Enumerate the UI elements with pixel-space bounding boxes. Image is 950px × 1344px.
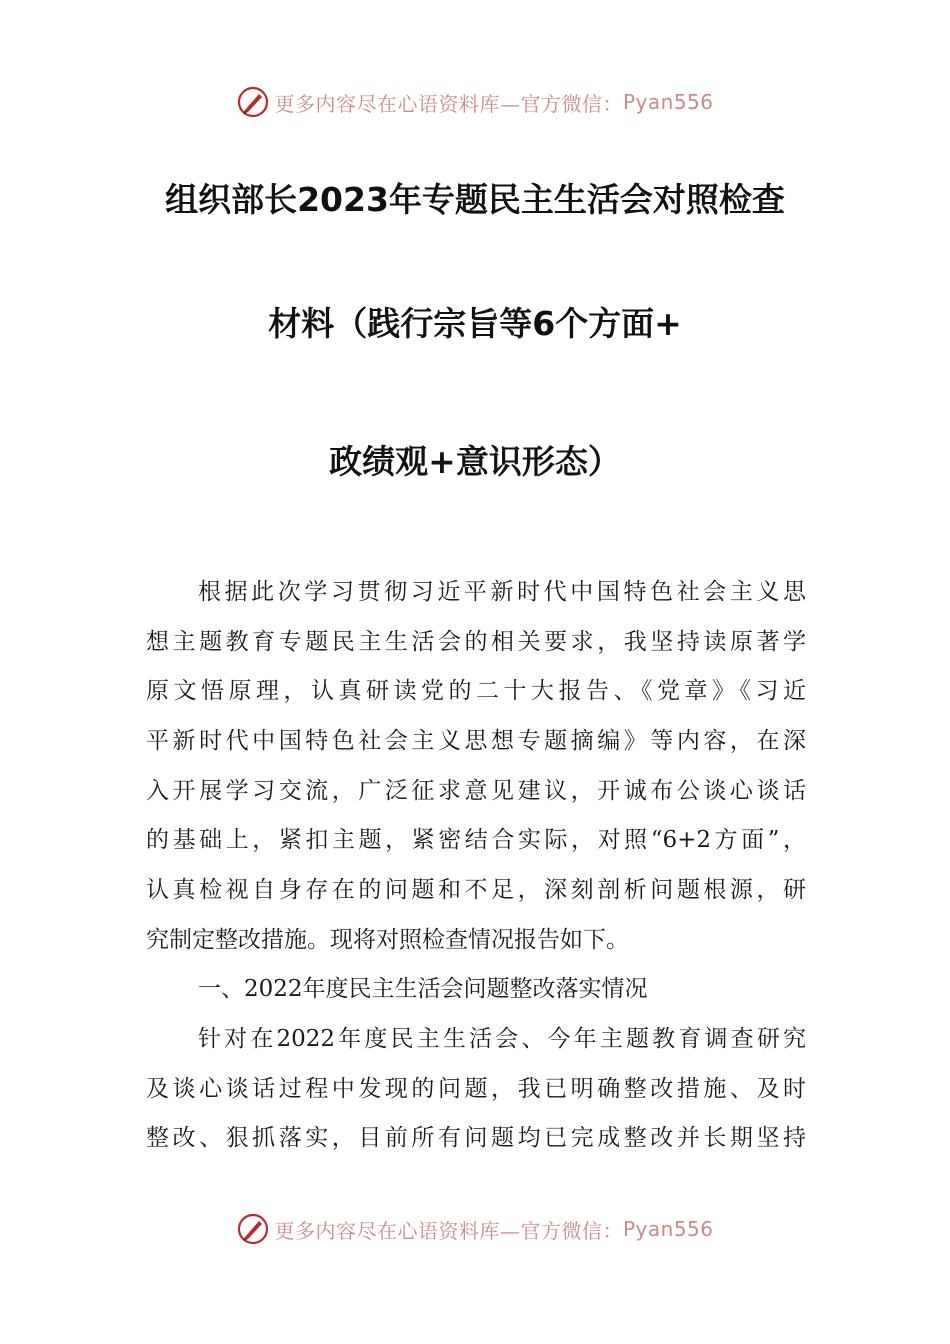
pen-logo-icon	[236, 85, 270, 119]
paragraph-2-line: 针对在2022年度民主生活会、今年主题教育调查研究	[198, 1026, 806, 1052]
document-title-line-1: 组织部长2023年专题民主生活会对照检查	[165, 180, 785, 219]
paragraph-1-line: 想主题教育专题民主生活会的相关要求，我坚持读原著学	[146, 629, 806, 655]
paragraph-1-line: 平新时代中国特色社会主义思想专题摘编》等内容，在深	[146, 728, 806, 754]
document-title-line-2: 材料（践行宗旨等6个方面+	[268, 304, 682, 343]
footer-watermark	[0, 1209, 950, 1249]
pen-logo-icon	[236, 1212, 270, 1246]
watermark-text: 更多内容尽在心语资料库—官方微信：	[274, 91, 623, 116]
document-title-line-3: 政绩观+意识形态）	[329, 442, 621, 481]
paragraph-1-line: 根据此次学习贯彻习近平新时代中国特色社会主义思	[198, 579, 806, 605]
section-1-heading: 一、2022年度民主生活会问题整改落实情况	[198, 976, 648, 1002]
watermark-wechat-id: Pyan556	[622, 90, 714, 114]
paragraph-1-line: 原文悟原理，认真研读党的二十大报告、《党章》《习近	[146, 678, 806, 704]
paragraph-2-line: 及谈心谈话过程中发现的问题，我已明确整改措施、及时	[146, 1076, 806, 1102]
paragraph-1-line: 入开展学习交流，广泛征求意见建议，开诚布公谈心谈话	[146, 778, 806, 804]
paragraph-1-line: 究制定整改措施。现将对照检查情况报告如下。	[146, 927, 629, 953]
paragraph-1-line: 认真检视自身存在的问题和不足，深刻剖析问题根源，研	[146, 877, 806, 903]
header-watermark	[0, 82, 950, 122]
paragraph-1-line: 的基础上，紧扣主题，紧密结合实际，对照“6+2方面”，	[146, 827, 806, 853]
watermark-text: 更多内容尽在心语资料库—官方微信：	[274, 1218, 623, 1243]
watermark-wechat-id: Pyan556	[622, 1217, 714, 1241]
paragraph-2-line: 整改、狠抓落实，目前所有问题均已完成整改并长期坚持	[146, 1125, 806, 1151]
